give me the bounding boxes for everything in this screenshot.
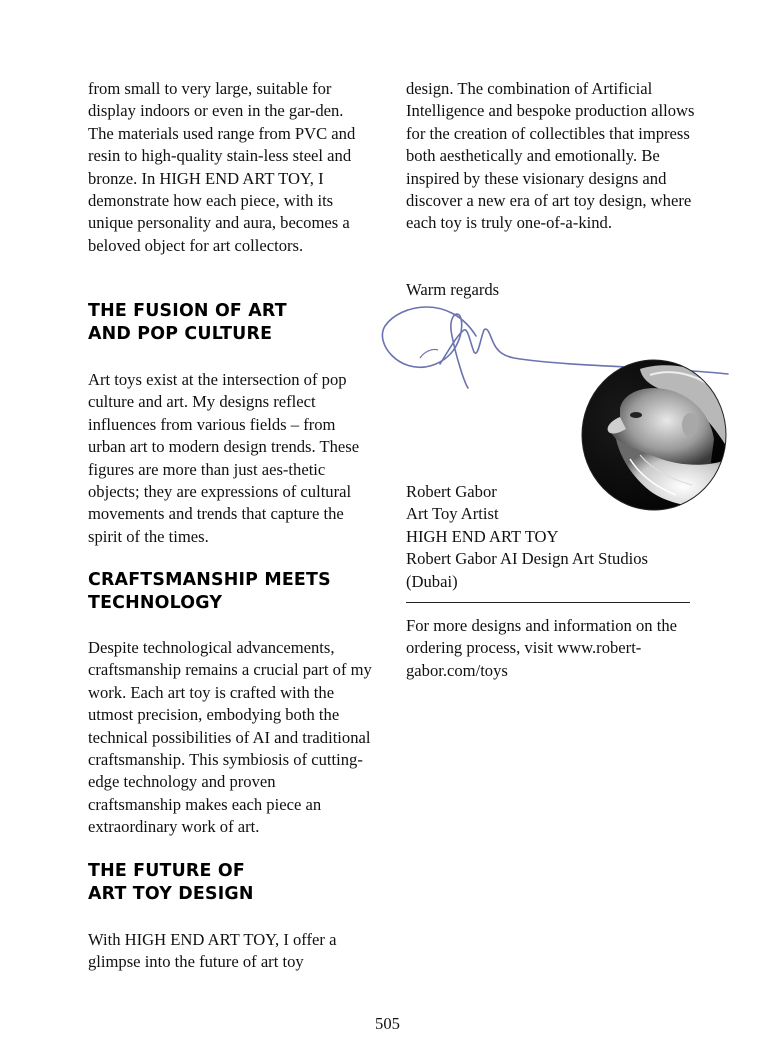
footer-note-text: For more designs and information on the ordering process, visit www.robert-gabor.com/toys xyxy=(406,616,677,680)
continuation-paragraph xyxy=(406,78,696,235)
intro-text: from small to very large, suitable for display indoors or even in the gar-den. The materials used range from PVC and resin to high-quality stain-less steel and bronze. In HIGH END ART TOY, I demonstrate how each piece, with its unique personality and aura, becomes a beloved object for art collectors. xyxy=(88,79,356,255)
section-body-fusion xyxy=(88,369,372,548)
divider-line xyxy=(406,602,690,603)
signature-block xyxy=(406,481,706,593)
signature-line-studio: Robert Gabor AI Design Art Studios xyxy=(406,549,648,569)
body-future: With HIGH END ART TOY, I offer a glimpse into the future of art toy xyxy=(88,930,337,972)
section-heading-fusion xyxy=(88,300,378,346)
section-body-future xyxy=(88,929,372,974)
heading-line: ART TOY DESIGN xyxy=(88,884,254,904)
section-heading-future xyxy=(88,860,378,906)
heading-future xyxy=(88,860,378,906)
heading-line: THE FUSION OF ART xyxy=(88,301,287,321)
heading-line: AND POP CULTURE xyxy=(88,324,273,344)
heading-line: THE FUTURE OF xyxy=(88,861,245,881)
body-craftsmanship: Despite technological advancements, craftsmanship remains a crucial part of my work. Each art toy is crafted with the utmost precision, embodying both the technical possibilities of AI and traditional craftsmanship. This symbiosis of cutting-edge technology and proven craftsmanship makes each piece an extraordinary work of art. xyxy=(88,638,372,837)
body-fusion: Art toys exist at the intersection of pop culture and art. My designs reflect influences from various fields – from urban art to modern design trends. These figures are more than just aes-thetic objects; they are expressions of cultural movements and trends that capture the spirit of the times. xyxy=(88,370,360,546)
signature-line-name: Robert Gabor xyxy=(406,482,497,501)
continuation-text: design. The combination of Artificial Intelligence and bespoke production allows for the creation of collectibles that impress both aesthetically and emotionally. Be inspired by these visionary designs and discover a new era of art toy design, where each toy is truly one-of-a-kind. xyxy=(406,79,695,233)
section-heading-craftsmanship xyxy=(88,569,378,615)
heading-line: TECHNOLOGY xyxy=(88,593,223,613)
signature-line-brand: HIGH END ART TOY xyxy=(406,526,559,546)
heading-line: CRAFTSMANSHIP MEETS xyxy=(88,570,331,590)
page-number: 505 xyxy=(375,1014,400,1033)
intro-paragraph xyxy=(88,78,372,257)
signature-line-title: Art Toy Artist xyxy=(406,504,499,524)
signature-line-location: (Dubai) xyxy=(406,571,458,591)
section-body-craftsmanship xyxy=(88,637,372,839)
heading-fusion xyxy=(88,300,378,346)
heading-craftsmanship xyxy=(88,569,378,615)
footer-note xyxy=(406,615,696,682)
closing-text: Warm regards xyxy=(406,280,500,299)
